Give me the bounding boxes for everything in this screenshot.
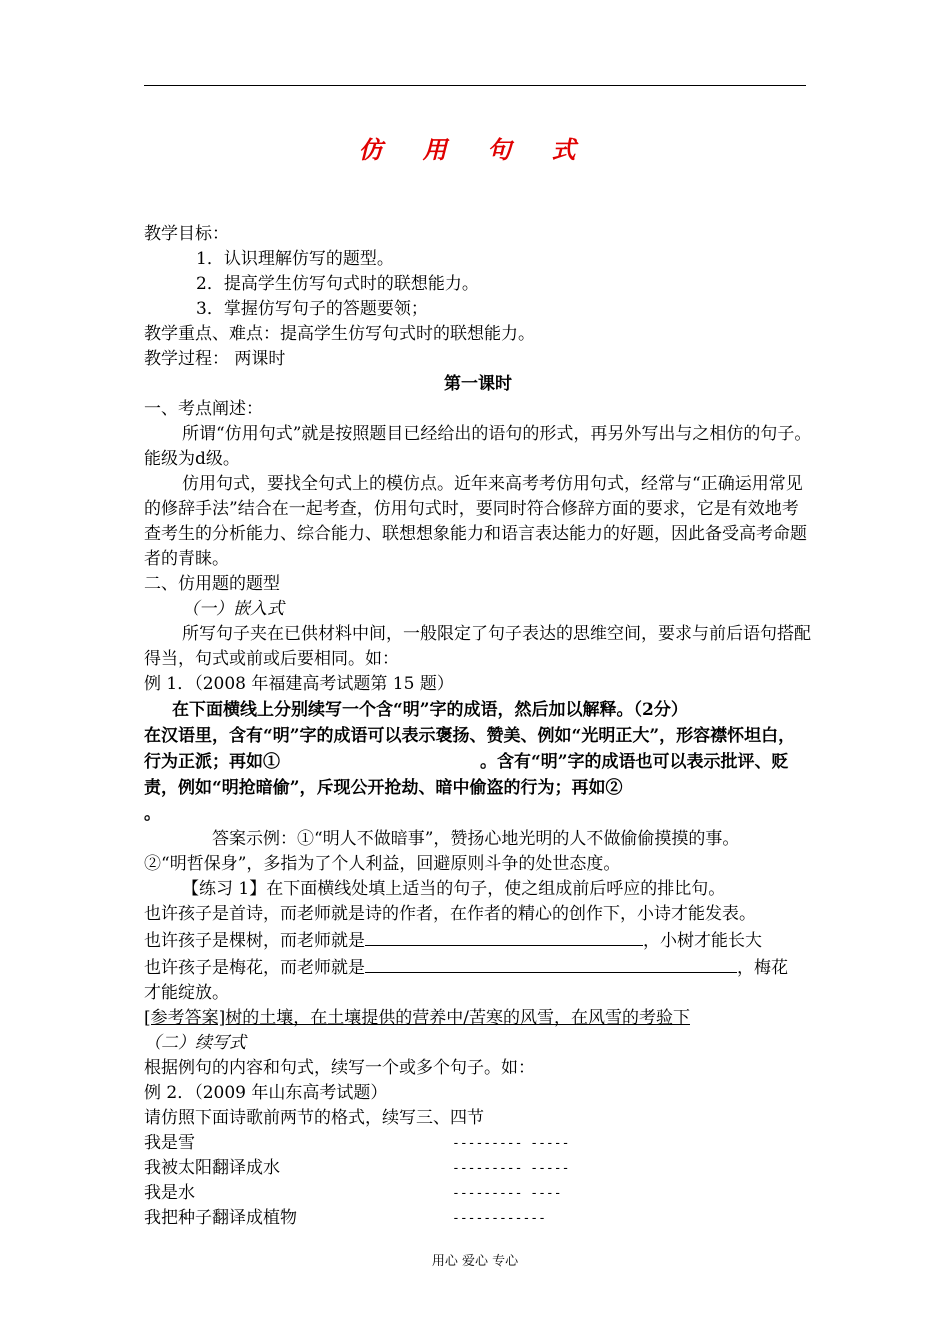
practice-line-text: 也许孩子是棵树，而老师就是 — [144, 931, 365, 951]
objective-item: 1．认识理解仿写的题型。 — [196, 249, 394, 269]
answer-example: ②“明哲保身”，多指为了个人利益，回避原则斗争的处世态度。 — [144, 854, 621, 874]
paragraph: 仿用句式，要找全句式上的模仿点。近年来高考考仿用句式，经常与“正确运用常见的修辞手法”结合在一起考查，仿用句式时，要同时符合修辞方面的要求，它是有效地考查考生的分析能力、综合能力、联想想象能力和语言表达能力的好题，因此备受高考命题者的青睐。 — [144, 474, 807, 569]
practice-line — [144, 927, 812, 954]
teaching-process: 教学过程： 两课时 — [144, 349, 286, 369]
paragraph: 所谓“仿用句式”就是按照题目已经给出的语句的形式，再另外写出与之相仿的句子。能级为d级。 — [144, 424, 812, 469]
poem-line — [144, 1156, 812, 1181]
answer-example: 答案示例：①“明人不做暗事”，赞扬心地光明的人不做偷偷摸摸的事。 — [212, 829, 740, 849]
poem-text: 我被太阳翻译成水 — [144, 1158, 280, 1178]
objective-item: 3．掌握仿写句子的答题要领； — [196, 299, 428, 319]
poem-text: 我是雪 — [144, 1133, 195, 1153]
example-text-part: 在汉语里，含有“明”字的成语可以表示褒扬、赞美、例如“光明正大”，形容襟怀坦白，行为正派；再如① — [144, 726, 796, 772]
fill-blank[interactable] — [365, 954, 737, 973]
document-body — [144, 222, 812, 1231]
section-heading: 一、考点阐述： — [144, 399, 263, 419]
practice-line-text: ，小树才能长大 — [643, 931, 762, 951]
poem-dashes: --------- ----- — [452, 1161, 570, 1176]
practice-line-text: ，梅花 — [737, 958, 788, 978]
objective-item: 2．提高学生仿写句式时的联想能力。 — [196, 274, 479, 294]
fill-blank[interactable] — [365, 927, 643, 946]
header-rule — [144, 85, 806, 86]
page-footer: 用心 爱心 专心 — [431, 1254, 519, 1269]
example-question: 在下面横线上分别续写一个含“明”字的成语，然后加以解释。（2分） — [172, 700, 688, 720]
subsection-heading: （一）嵌入式 — [182, 599, 284, 619]
poem-text: 我是水 — [144, 1183, 195, 1203]
example-label: 例 1．（2008 年福建高考试题第 15 题） — [144, 674, 454, 694]
practice-line — [144, 954, 812, 981]
practice-prompt: 【练习 1】在下面横线处填上适当的句子，使之组成前后呼应的排比句。 — [182, 879, 726, 899]
answer-blank[interactable] — [280, 749, 480, 767]
poem-line — [144, 1206, 812, 1231]
example-prompt: 请仿照下面诗歌前两节的格式，续写三、四节 — [144, 1108, 484, 1128]
practice-line: 才能绽放。 — [144, 983, 229, 1003]
example-label: 例 2．（2009 年山东高考试题） — [144, 1083, 388, 1103]
poem-line — [144, 1131, 812, 1156]
reference-answer: [参考答案]树的土壤，在土壤提供的营养中/苦寒的风雪，在风雪的考验下 — [144, 1008, 690, 1028]
example-text-part: 。 — [144, 804, 161, 824]
poem-dashes: --------- ---- — [452, 1186, 562, 1201]
paragraph: 根据例句的内容和句式，续写一个或多个句子。如： — [144, 1058, 535, 1078]
page-title: 仿 用 句 式 — [358, 135, 592, 164]
objectives-label: 教学目标： — [144, 224, 229, 244]
lesson-heading: 第一课时 — [444, 374, 512, 394]
practice-line: 也许孩子是首诗，而老师就是诗的作者，在作者的精心的创作下，小诗才能发表。 — [144, 904, 756, 924]
poem-text: 我把种子翻译成植物 — [144, 1208, 297, 1228]
poem-dashes: --------- ----- — [452, 1136, 570, 1151]
poem-dashes: ------------ — [452, 1211, 546, 1226]
practice-line-text: 也许孩子是梅花，而老师就是 — [144, 958, 365, 978]
example-text-part: 。含有“明”字的成语也可以表示批评、贬责，例如“明抢暗偷”，斥现公开抢劫、暗中偷盗的行为；再如② — [144, 752, 789, 798]
section-heading: 二、仿用题的题型 — [144, 574, 280, 594]
key-points: 教学重点、难点：提高学生仿写句式时的联想能力。 — [144, 324, 535, 344]
subsection-heading: （二）续写式 — [144, 1033, 246, 1053]
example-text — [144, 723, 812, 827]
paragraph: 所写句子夹在已供材料中间，一般限定了句子表达的思维空间，要求与前后语句搭配得当，句式或前或后要相同。如： — [144, 624, 811, 669]
poem-line — [144, 1181, 812, 1206]
